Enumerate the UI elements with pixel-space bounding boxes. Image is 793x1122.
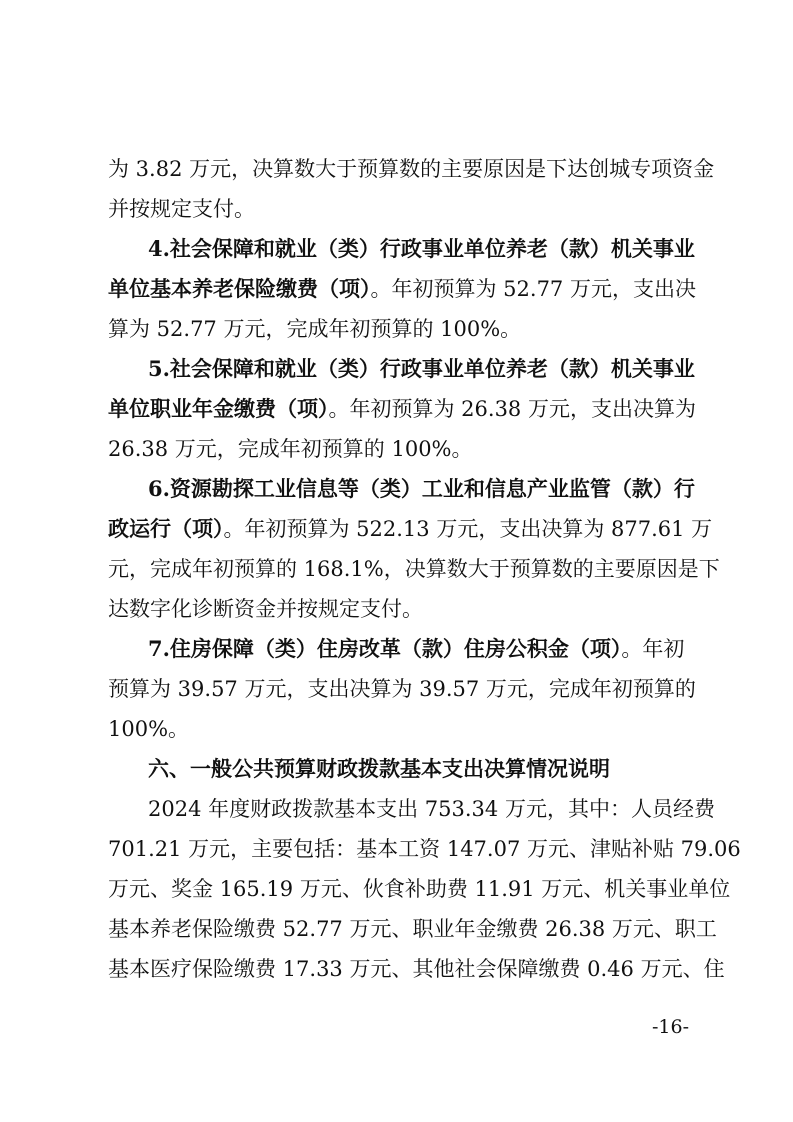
text-line: 算为 52.77 万元，完成年初预算的 100%。 [108, 317, 522, 341]
item-5-heading-cont: 单位职业年金缴费（项） [108, 396, 329, 421]
item-5-text: 。年初预算为 26.38 万元，支出决算为 [328, 397, 696, 421]
item-4-text: 。年初预算为 52.77 万元，支出决 [370, 277, 696, 301]
text-line: 26.38 万元，完成年初预算的 100%。 [108, 437, 473, 461]
page-number: -16- [651, 1016, 689, 1038]
text-line: 701.21 万元，主要包括：基本工资 147.07 万元、津贴补贴 79.06 [108, 837, 741, 861]
item-5-line [108, 389, 696, 429]
item-7-heading: 7.住房保障（类）住房改革（款）住房公积金（项） [148, 636, 622, 661]
item-7-line [148, 629, 686, 669]
item-5-heading: 5.社会保障和就业（类）行政事业单位养老（款）机关事业 [148, 356, 695, 381]
text-line: 2024 年度财政拨款基本支出 753.34 万元，其中：人员经费 [148, 797, 715, 821]
item-4-heading: 4.社会保障和就业（类）行政事业单位养老（款）机关事业 [148, 236, 695, 261]
text-line: 万元、奖金 165.19 万元、伙食补助费 11.91 万元、机关事业单位 [108, 877, 731, 901]
text-line: 为 3.82 万元，决算数大于预算数的主要原因是下达创城专项资金 [108, 157, 715, 181]
text-line: 元，完成年初预算的 168.1%，决算数大于预算数的主要原因是下 [108, 557, 720, 581]
section-title: 六、一般公共预算财政拨款基本支出决算情况说明 [148, 756, 610, 781]
item-6-heading-cont: 政运行（项） [108, 516, 224, 541]
item-6-line [108, 509, 713, 549]
item-4-line [108, 269, 696, 309]
text-line: 基本养老保险缴费 52.77 万元、职业年金缴费 26.38 万元、职工 [108, 917, 717, 941]
item-4-heading-cont: 单位基本养老保险缴费（项） [108, 276, 371, 301]
item-6-heading: 6.资源勘探工业信息等（类）工业和信息产业监管（款）行 [148, 476, 695, 501]
text-line: 并按规定支付。 [108, 197, 255, 221]
item-6-text: 。年初预算为 522.13 万元，支出决算为 877.61 万 [223, 517, 713, 541]
text-line: 100%。 [108, 717, 190, 741]
text-line: 达数字化诊断资金并按规定支付。 [108, 597, 423, 621]
item-7-text: 。年初 [621, 637, 685, 661]
text-line: 预算为 39.57 万元，支出决算为 39.57 万元，完成年初预算的 [108, 677, 696, 701]
text-line: 基本医疗保险缴费 17.33 万元、其他社会保障缴费 0.46 万元、住 [108, 957, 725, 981]
